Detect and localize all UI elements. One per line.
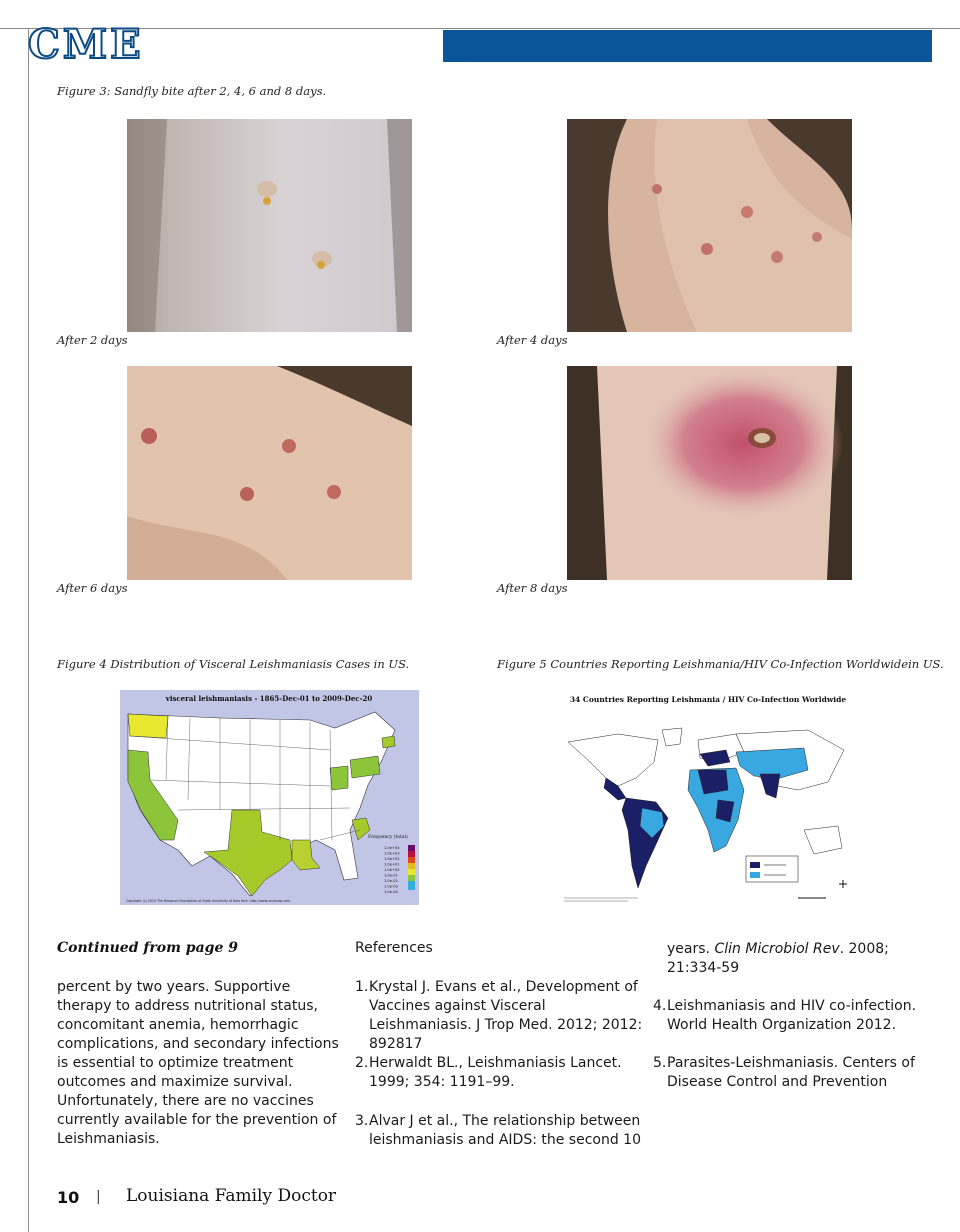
sandfly-bite-photo-8-days <box>567 366 852 580</box>
reference-item <box>653 1054 933 1092</box>
us-map-legend-item: 1.0e-04 <box>384 890 398 894</box>
us-map-legend-title: Frequency (total) <box>368 835 408 840</box>
reference-cont-text: years. <box>667 941 715 957</box>
us-map-copyright: Copyright (c) 2010 The Research Foundation of State University of New York. http://www.vectorap.com <box>126 899 290 903</box>
footer-separator: | <box>96 1189 101 1205</box>
reference-item <box>355 1054 645 1092</box>
us-map-legend-item: 1.0e+01 <box>384 862 400 867</box>
publication-title: Louisiana Family Doctor <box>126 1186 337 1206</box>
reference-cont-text: . 2008; 21:334-59 <box>667 941 889 976</box>
figure3-caption: Figure 3: Sandfly bite after 2, 4, 6 and 8 days. <box>57 84 327 98</box>
figure5-caption: Figure 5 Countries Reporting Leishmania/HIV Co-Infection Worldwidein US. <box>497 657 944 671</box>
reference-item <box>653 997 933 1035</box>
cme-logo: CME <box>28 21 144 68</box>
page-number: 10 <box>57 1188 80 1207</box>
photo-label-6-days: After 6 days <box>57 581 128 595</box>
reference-text: Leishmaniasis and HIV co-infection. World Health Organization 2012. <box>667 998 917 1033</box>
reference-number: 1. <box>355 979 369 995</box>
reference-text: Parasites-Leishmaniasis. Centers of Disease Control and Prevention <box>667 1055 915 1090</box>
sandfly-bite-photo-6-days <box>127 366 412 580</box>
sandfly-bite-photo-4-days <box>567 119 852 332</box>
body-paragraph: percent by two years. Supportive therapy to address nutritional status, concomitant anemia, hemorrhagic complications, and secondary infections is essential to optimize treatment outcomes and maximize survival. Unfortunately, there are no vaccines currently available for the prevention of Leishmaniasis. <box>57 979 339 1147</box>
reference-continuation <box>653 940 933 978</box>
header-accent-bar <box>443 30 932 62</box>
us-visceral-leishmaniasis-map <box>120 690 419 905</box>
margin-rule <box>28 28 29 1232</box>
us-map-legend-item: 1.0e-03 <box>384 884 398 889</box>
continued-from-label: Continued from page 9 <box>57 940 238 956</box>
reference-journal: Clin Microbiol Rev <box>714 941 840 957</box>
us-map-legend-item: 1.0e+03 <box>384 851 400 856</box>
reference-text: Alvar J et al., The relationship between leishmaniasis and AIDS: the second 10 <box>369 1113 641 1148</box>
us-map-title: visceral leishmaniasis - 1865-Dec-01 to 2009-Dec-20 <box>165 694 373 703</box>
us-map-legend-item: 1.0e+04 <box>384 846 400 850</box>
us-map-legend-item: 1.0e-02 <box>384 879 398 883</box>
figure4-caption: Figure 4 Distribution of Visceral Leishmaniasis Cases in US. <box>57 657 410 671</box>
reference-number: 3. <box>355 1113 369 1129</box>
reference-text: Herwaldt BL., Leishmaniasis Lancet. 1999; 354: 1191–99. <box>369 1055 622 1090</box>
world-map-title: 34 Countries Reporting Leishmania / HIV Co-Infection Worldwide <box>569 695 847 704</box>
photo-label-2-days: After 2 days <box>57 333 128 347</box>
reference-item <box>355 1112 645 1150</box>
reference-text: Krystal J. Evans et al., Development of Vaccines against Visceral Leishmaniasis. J Trop Med. 2012; 2012: 892817 <box>369 979 643 1052</box>
us-map-legend-item: 1.0e+02 <box>384 857 400 861</box>
world-coinfection-map <box>558 690 851 905</box>
us-map-legend-item: 1.0e+00 <box>384 868 400 872</box>
reference-number: 5. <box>653 1055 667 1071</box>
photo-label-8-days: After 8 days <box>497 581 568 595</box>
photo-label-4-days: After 4 days <box>497 333 568 347</box>
reference-item <box>355 978 645 1054</box>
references-heading: References <box>355 940 433 956</box>
sandfly-bite-photo-2-days <box>127 119 412 332</box>
reference-number: 2. <box>355 1055 369 1071</box>
reference-number: 4. <box>653 998 667 1014</box>
us-map-legend-item: 1.0e-01 <box>384 873 398 878</box>
